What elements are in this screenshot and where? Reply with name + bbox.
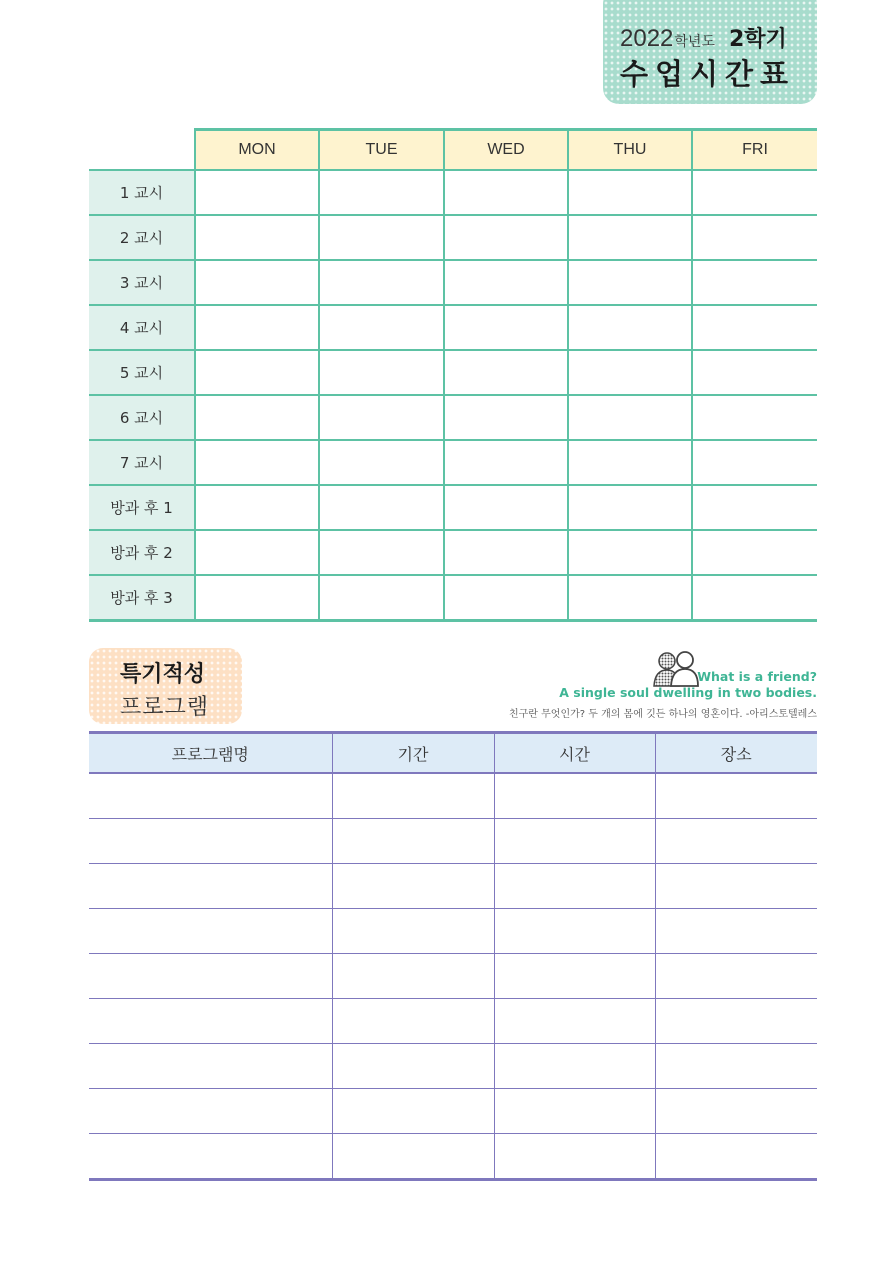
program-cell[interactable]: [655, 864, 817, 909]
timetable-row: [89, 260, 817, 305]
timetable-cell[interactable]: [692, 170, 817, 215]
quote-answer: A single soul dwelling in two bodies.: [559, 685, 817, 700]
program-row: [89, 954, 817, 999]
day-header: MON: [195, 130, 319, 171]
column-header: 시간: [494, 733, 655, 774]
timetable-cell[interactable]: [444, 575, 568, 621]
period-label: 4 교시: [89, 305, 195, 350]
timetable-cell[interactable]: [319, 395, 444, 440]
timetable-cell[interactable]: [319, 440, 444, 485]
timetable-cell[interactable]: [568, 440, 692, 485]
timetable-cell[interactable]: [195, 350, 319, 395]
program-cell[interactable]: [655, 1134, 817, 1180]
timetable-cell[interactable]: [692, 215, 817, 260]
timetable-row: [89, 305, 817, 350]
timetable-cell[interactable]: [319, 305, 444, 350]
program-cell[interactable]: [332, 819, 494, 864]
program-title-line1: 특기적성: [120, 662, 206, 687]
day-header: WED: [444, 130, 568, 171]
timetable: [89, 128, 817, 622]
timetable-cell[interactable]: [568, 170, 692, 215]
program-cell[interactable]: [655, 773, 817, 819]
timetable-cell[interactable]: [692, 440, 817, 485]
program-row: [89, 1044, 817, 1089]
period-label: 방과 후 2: [89, 530, 195, 575]
timetable-cell[interactable]: [195, 440, 319, 485]
program-cell[interactable]: [332, 1044, 494, 1089]
program-cell[interactable]: [494, 819, 655, 864]
program-cell[interactable]: [332, 954, 494, 999]
program-cell[interactable]: [655, 819, 817, 864]
school-year-suffix: 학년도: [674, 34, 715, 50]
day-header: THU: [568, 130, 692, 171]
program-cell[interactable]: [494, 954, 655, 999]
timetable-header-row: [89, 130, 817, 171]
program-title-line2: 프로그램: [120, 695, 210, 720]
program-cell[interactable]: [89, 954, 332, 999]
timetable-cell[interactable]: [319, 575, 444, 621]
program-cell[interactable]: [89, 999, 332, 1044]
program-row: [89, 1134, 817, 1180]
program-cell[interactable]: [332, 1134, 494, 1180]
period-label: 3 교시: [89, 260, 195, 305]
timetable-cell[interactable]: [195, 575, 319, 621]
program-cell[interactable]: [89, 1089, 332, 1134]
semester: 2학기: [728, 27, 787, 52]
timetable-row: [89, 170, 817, 215]
column-header: 기간: [332, 733, 494, 774]
program-cell[interactable]: [332, 1089, 494, 1134]
timetable-cell[interactable]: [195, 260, 319, 305]
timetable-cell[interactable]: [568, 305, 692, 350]
program-row: [89, 909, 817, 954]
program-cell[interactable]: [494, 1134, 655, 1180]
column-header: 프로그램명: [89, 733, 332, 774]
timetable-cell[interactable]: [195, 485, 319, 530]
program-table: [89, 731, 817, 1181]
timetable-cell[interactable]: [444, 530, 568, 575]
program-cell[interactable]: [655, 909, 817, 954]
timetable-cell[interactable]: [692, 260, 817, 305]
period-label: 5 교시: [89, 350, 195, 395]
timetable-cell[interactable]: [692, 350, 817, 395]
page-title: 수업시간표: [620, 57, 796, 91]
program-cell[interactable]: [494, 1089, 655, 1134]
program-cell[interactable]: [494, 909, 655, 954]
timetable-cell[interactable]: [568, 260, 692, 305]
timetable-cell[interactable]: [568, 485, 692, 530]
program-cell[interactable]: [494, 773, 655, 819]
friends-icon: [652, 648, 700, 688]
period-label: 1 교시: [89, 170, 195, 215]
timetable-row: [89, 440, 817, 485]
title-year-line: [620, 22, 810, 52]
program-cell[interactable]: [494, 864, 655, 909]
timetable-row: [89, 575, 817, 621]
program-cell[interactable]: [494, 1044, 655, 1089]
timetable-cell[interactable]: [568, 530, 692, 575]
program-header-row: [89, 733, 817, 774]
timetable-cell[interactable]: [444, 170, 568, 215]
school-year: 2022: [620, 25, 674, 52]
program-row: [89, 864, 817, 909]
period-label: 방과 후 1: [89, 485, 195, 530]
program-cell[interactable]: [655, 999, 817, 1044]
timetable-cell[interactable]: [195, 530, 319, 575]
timetable-row: [89, 530, 817, 575]
program-cell[interactable]: [332, 773, 494, 819]
column-header: 장소: [655, 733, 817, 774]
timetable-row: [89, 215, 817, 260]
timetable-row: [89, 350, 817, 395]
timetable-cell[interactable]: [568, 575, 692, 621]
program-row: [89, 819, 817, 864]
timetable-cell[interactable]: [444, 395, 568, 440]
timetable-row: [89, 485, 817, 530]
day-header: TUE: [319, 130, 444, 171]
program-cell[interactable]: [332, 864, 494, 909]
timetable-cell[interactable]: [444, 260, 568, 305]
period-label: 7 교시: [89, 440, 195, 485]
program-row: [89, 1089, 817, 1134]
timetable-corner: [89, 130, 195, 171]
timetable-cell[interactable]: [692, 485, 817, 530]
timetable-cell[interactable]: [444, 215, 568, 260]
quote-korean: 친구란 무엇인가? 두 개의 몸에 깃든 하나의 영혼이다. -아리스토텔레스: [508, 709, 817, 720]
program-cell[interactable]: [655, 1044, 817, 1089]
timetable-cell[interactable]: [195, 395, 319, 440]
timetable-cell[interactable]: [692, 305, 817, 350]
timetable-cell[interactable]: [692, 530, 817, 575]
program-cell[interactable]: [89, 864, 332, 909]
timetable-cell[interactable]: [319, 485, 444, 530]
timetable-cell[interactable]: [195, 305, 319, 350]
timetable-cell[interactable]: [195, 215, 319, 260]
period-label: 방과 후 3: [89, 575, 195, 621]
day-header: FRI: [692, 130, 817, 171]
program-cell[interactable]: [89, 773, 332, 819]
timetable-cell[interactable]: [319, 350, 444, 395]
program-cell[interactable]: [655, 1089, 817, 1134]
timetable-cell[interactable]: [444, 350, 568, 395]
program-cell[interactable]: [89, 1134, 332, 1180]
quote-question: What is a friend?: [697, 669, 817, 684]
timetable-cell[interactable]: [568, 395, 692, 440]
timetable-cell[interactable]: [319, 260, 444, 305]
period-label: 2 교시: [89, 215, 195, 260]
program-cell[interactable]: [655, 954, 817, 999]
program-cell[interactable]: [89, 1044, 332, 1089]
timetable-cell[interactable]: [568, 350, 692, 395]
timetable-cell[interactable]: [319, 215, 444, 260]
timetable-cell[interactable]: [692, 395, 817, 440]
timetable-cell[interactable]: [444, 440, 568, 485]
timetable-cell[interactable]: [319, 170, 444, 215]
program-cell[interactable]: [332, 999, 494, 1044]
timetable-cell[interactable]: [444, 485, 568, 530]
timetable-cell[interactable]: [568, 215, 692, 260]
timetable-cell[interactable]: [195, 170, 319, 215]
program-row: [89, 999, 817, 1044]
program-cell[interactable]: [332, 909, 494, 954]
timetable-cell[interactable]: [692, 575, 817, 621]
timetable-row: [89, 395, 817, 440]
program-cell[interactable]: [89, 819, 332, 864]
program-cell[interactable]: [89, 909, 332, 954]
program-row: [89, 773, 817, 819]
timetable-cell[interactable]: [444, 305, 568, 350]
timetable-cell[interactable]: [319, 530, 444, 575]
program-cell[interactable]: [494, 999, 655, 1044]
period-label: 6 교시: [89, 395, 195, 440]
